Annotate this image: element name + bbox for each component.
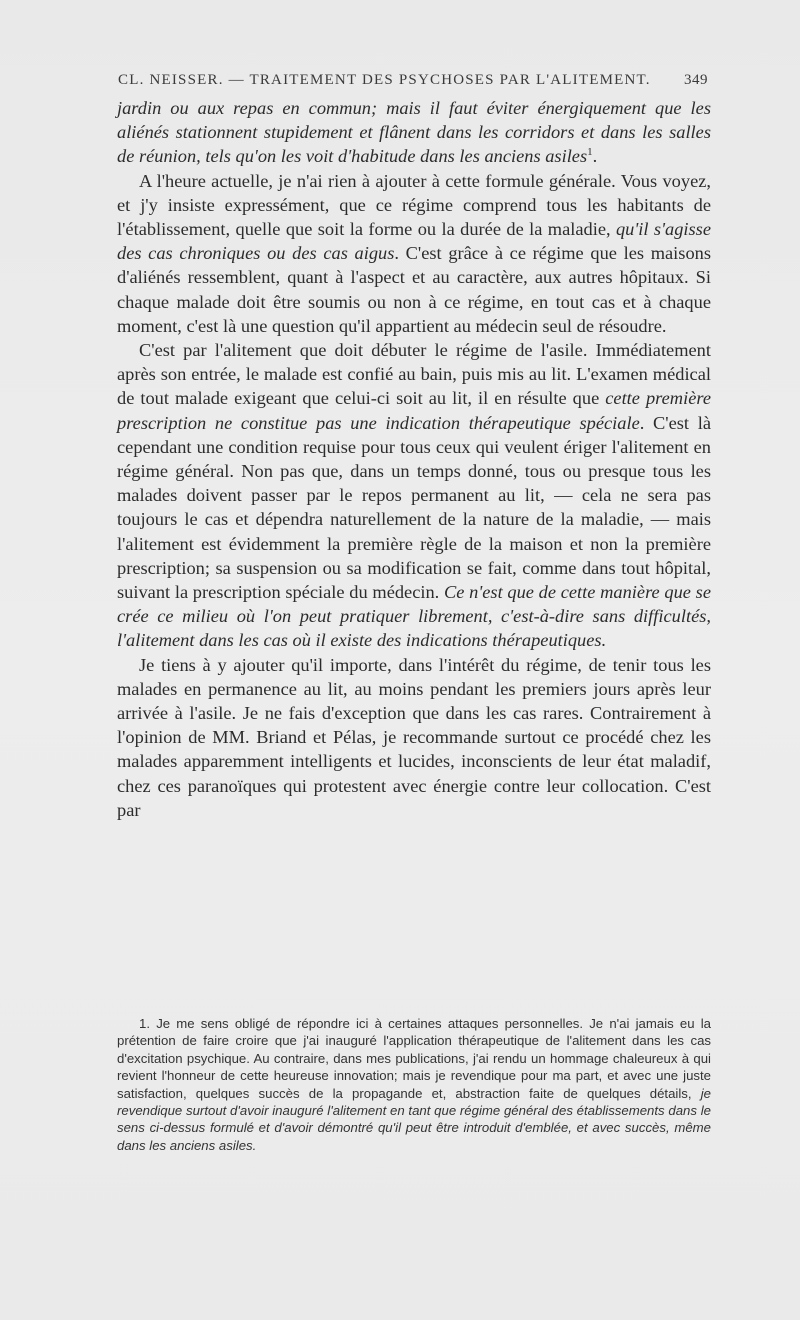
paragraph-3-italic-text-b: cette première prescription ne constitue pas une indication thérapeutique spéciale [117, 388, 711, 433]
paragraph-3-text-c: . C'est là cependant une condition requise pour tous ceux qui veulent ériger l'alitement en régime général. Non pas que, dans un temps donné, tous ou presque tous les malades doivent passer par le repos permanent au lit, — cela ne sera pas toujours le cas et dépendra naturellement de la nature de la maladie, — mais l'alitement est évidemment la première règle de la maison et non la première prescription; sa suspension ou sa modification se fait, comme dans tout hôpital, suivant la prescription spéciale du médecin. [117, 412, 711, 603]
running-title: CL. NEISSER. — TRAITEMENT DES PSYCHOSES PAR L'ALITEMENT. [118, 72, 651, 88]
paragraph-2-text-a: A l'heure actuelle, je n'ai rien à ajouter à cette formule générale. Vous voyez, et j'y insiste expressément, que ce régime comprend tous les habitants de l'établissement, quelle que soit la forme ou la durée de la maladie, [117, 170, 711, 240]
paragraph-3-text-a: C'est par l'alitement que doit débuter le régime de l'asile. Immédiatement après son entrée, le malade est confié au bain, puis mis au lit. L'examen médical de tout malade exigeant que celui-ci soit au lit, il en résulte que [117, 340, 711, 409]
paragraph-1 [117, 96, 711, 169]
page-number: 349 [684, 72, 708, 88]
footnote-number: 1. [139, 1016, 150, 1031]
footnote-text-a: Je me sens obligé de répondre ici à certaines attaques personnelles. Je n'ai jamais eu la prétention de faire croire que j'ai inauguré l'application thérapeutique de l'alitement dans les cas d'excitation psychique. Au contraire, dans mes publications, j'ai rendu un hommage chaleureux à qui revient l'honneur de cette heureuse innovation; mais je revendique pour ma part, et avec une juste satisfaction, quelques succès de la propagande et, abstraction faite de quelques détails, [117, 1016, 711, 1101]
paragraph-2 [117, 169, 711, 338]
footnote-1 [117, 1015, 711, 1154]
paragraph-3-italic-text-d: Ce n'est que de cette manière que se crée ce milieu où l'on peut pratiquer librement, c'est-à-dire sans difficultés, l'alitement dans les cas où il existe des indications thérapeutiques. [117, 582, 711, 651]
paragraph-1-italic-text: jardin ou aux repas en commun; mais il faut éviter énergiquement que les aliénés stationnent stupidement et flânent dans les corridors et dans les salles de réunion, tels qu'on les voit d'habitude dans les anciens asiles [117, 98, 711, 167]
paragraph-1-end: . [592, 146, 598, 167]
paragraph-4: Je tiens à y ajouter qu'il importe, dans l'intérêt du régime, de tenir tous les malades en permanence au lit, au moins pendant les premiers jours après leur arrivée à l'asile. Je ne fais d'exception que dans les cas rares. Contrairement à l'opinion de MM. Briand et Pélas, je recommande surtout ce procédé chez les malades apparemment intelligents et lucides, inconscients de leur état maladif, chez ces paranoïques qui protestent avec énergie contre leur collocation. C'est par [117, 654, 711, 820]
footnote-reference: 1 [587, 146, 593, 159]
footnotes [117, 1015, 711, 1154]
paragraph-2-italic-text: qu'il s'agisse des cas chroniques ou des cas aigus [117, 219, 711, 264]
footnote-italic-text: je revendique surtout d'avoir inauguré l'alitement en tant que régime général des établissements dans le sens ci-dessus formulé et d'avoir démontré qu'il peut être introduit d'emblée, et avec succès, même dans les anciens asiles. [117, 1085, 711, 1153]
body-text [117, 96, 711, 822]
paragraph-2-text-c: . C'est grâce à ce régime que les maisons d'aliénés ressemblent, quant à l'aspect et au caractère, aux autres hôpitaux. Si chaque malade doit être soumis ou non à ce régime, en tout cas et à chaque moment, c'est là une question qu'il appartient au médecin seul de résoudre. [117, 243, 711, 336]
paragraph-3 [117, 338, 711, 653]
running-header [118, 72, 708, 89]
